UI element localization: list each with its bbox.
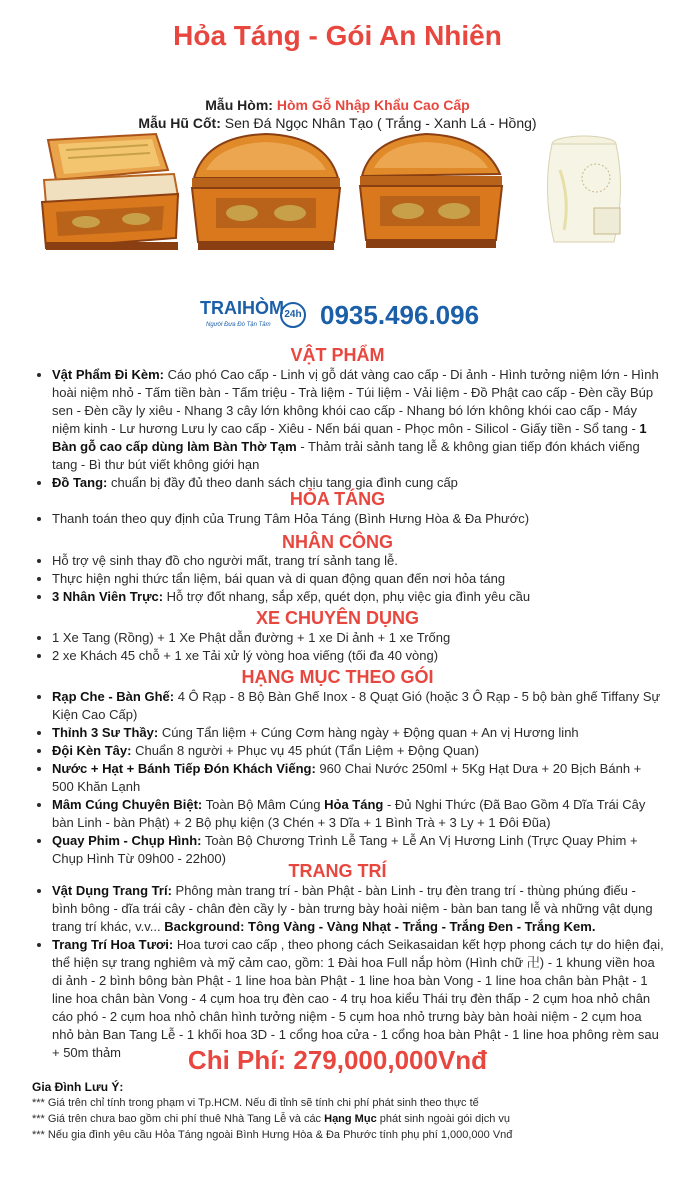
note-line: *** Nếu gia đình yêu cầu Hỏa Táng ngoài Bình Hưng Hòa & Đa Phước tính phụ phí 1,000,000 Vnđ — [32, 1129, 513, 1141]
hang-muc-list — [38, 688, 664, 868]
item-label: Nước + Hạt + Bánh Tiếp Đón Khách Viếng: — [52, 761, 316, 776]
hotline-banner — [196, 296, 486, 336]
note-line — [32, 1111, 652, 1127]
item-text: 1 Xe Tang (Rồng) + 1 Xe Phật dẫn đường + 1 xe Di ảnh + 1 xe Trống — [52, 630, 451, 645]
item-bold: Background: Tông Vàng - Vàng Nhạt - Trắng - Trắng Đen - Trắng Kem. — [164, 919, 596, 934]
notes-title: Gia Đình Lưu Ý: — [32, 1080, 124, 1094]
logo-badge: 24h — [280, 302, 306, 328]
closed-coffin-image — [356, 130, 506, 255]
item-text: 4 Ô Rạp - 8 Bộ Bàn Ghế Inox - 8 Quạt Gió (hoặc 3 Ô Rạp - 5 bộ bàn ghế Tiffany Sự Kiện Cao Cấp) — [52, 689, 661, 722]
price: Chi Phí: 279,000,000Vnđ — [187, 1045, 488, 1075]
section-heading: HẠNG MỤC THEO GÓI — [241, 667, 434, 687]
list-item — [52, 629, 664, 647]
list-item — [52, 882, 664, 936]
item-label: Vật Dụng Trang Trí: — [52, 883, 172, 898]
item-label: Quay Phim - Chụp Hình: — [52, 833, 202, 848]
item-text: Hỗ trợ đốt nhang, sắp xếp, quét dọn, phụ việc gia đình yêu cầu — [163, 589, 531, 604]
item-label: Trang Trí Hoa Tươi: — [52, 937, 174, 952]
item-text: Toàn Bộ Chương Trình Lễ Tang + Lễ An Vị Hương Linh (Trực Quay Phim + Chụp Hình Từ 09h00 - 22h00) — [52, 833, 638, 866]
xe-list — [38, 629, 664, 665]
list-item — [52, 552, 664, 570]
item-text: 2 xe Khách 45 chỗ + 1 xe Tải xử lý vòng hoa viếng (tối đa 40 vòng) — [52, 648, 439, 663]
note-text: *** Giá trên chưa bao gồm chi phí thuê Nhà Tang Lễ và các — [32, 1113, 325, 1125]
item-bold: 1 Bàn gỗ cao cấp dùng làm Bàn Thờ Tạm — [52, 421, 647, 454]
item-text: Phông màn trang trí - bàn Phật - bàn Linh - trụ đèn trang trí - thùng phúng điếu - bình bông - dĩa trái cây - chân đèn cầy ly - bàn trưng bày hoài niệm - bàn ban tang lễ và những vật dụng trang trí khác, v.v... — [52, 883, 653, 934]
open-coffin-image — [36, 130, 181, 255]
note-line: *** Giá trên chỉ tính trong phạm vi Tp.HCM. Nếu đi tỉnh sẽ tính chi phí phát sinh theo thực tế — [32, 1097, 479, 1109]
item-label: Đồ Tang: — [52, 475, 108, 490]
section-heading: NHÂN CÔNG — [282, 532, 393, 552]
hoa-tang-list — [38, 510, 664, 528]
list-item — [52, 647, 664, 665]
list-item — [52, 570, 664, 588]
section-heading: TRANG TRÍ — [288, 861, 387, 881]
coffin-spec — [0, 97, 675, 113]
urn-label: Mẫu Hũ Cốt: — [138, 115, 221, 131]
nhan-cong-list — [38, 552, 664, 606]
logo-slogan: Người Đưa Đò Tận Tâm — [206, 322, 271, 328]
page-title: Hỏa Táng - Gói An Nhiên — [173, 20, 502, 51]
vat-pham-list — [38, 366, 664, 492]
list-item — [52, 760, 664, 796]
trang-tri-list — [38, 882, 664, 1062]
list-item — [52, 724, 664, 742]
list-item — [52, 510, 664, 528]
item-label: Mâm Cúng Chuyên Biệt: — [52, 797, 203, 812]
item-text: Thanh toán theo quy định của Trung Tâm Hỏa Táng (Bình Hưng Hòa & Đa Phước) — [52, 511, 530, 526]
urn-image — [534, 130, 634, 255]
item-text: - Thảm trải sảnh tang lễ & không gian tiếp đón khách viếng tang - Bì thư bút viết không giới hạn — [52, 439, 640, 472]
section-heading: VẬT PHẨM — [290, 345, 385, 365]
note-bold: Hạng Mục — [324, 1113, 377, 1125]
coffin-value: Hòm Gỗ Nhập Khẩu Cao Cấp — [276, 97, 470, 113]
list-item — [52, 796, 664, 832]
list-item — [52, 742, 664, 760]
item-text: 960 Chai Nước 250ml + 5Kg Hạt Dưa + 20 Bịch Bánh + 500 Khăn Lạnh — [52, 761, 642, 794]
item-text: Thực hiện nghi thức tẩn liệm, bái quan và di quan động quan đến nơi hỏa táng — [52, 571, 506, 586]
item-label: Rạp Che - Bàn Ghế: — [52, 689, 175, 704]
note-text: phát sinh ngoài gói dịch vụ — [376, 1113, 511, 1125]
product-photos — [36, 130, 646, 260]
item-label: Thỉnh 3 Sư Thầy: — [52, 725, 159, 740]
item-label: Đội Kèn Tây: — [52, 743, 132, 758]
item-text: - Đủ Nghi Thức (Đã Bao Gồm 4 Dĩa Trái Cây bàn Linh - bàn Phật) + 2 Bộ phụ kiện (3 Chén + 3 Dĩa + 1 Bình Trà + 3 Ly + 1 Đôi Đũa) — [52, 797, 646, 830]
item-text: Hỗ trợ vệ sinh thay đồ cho người mất, trang trí sảnh tang lễ. — [52, 553, 398, 568]
item-bold: Hỏa Táng — [324, 797, 384, 812]
item-text: chuẩn bị đầy đủ theo danh sách chịu tang gia đình cung cấp — [107, 475, 458, 490]
closed-coffin-image — [186, 130, 346, 255]
item-text: Toàn Bộ Mâm Cúng — [202, 797, 325, 812]
brand-logo — [196, 296, 311, 336]
logo-text: TRAIHÒM — [200, 298, 284, 318]
hotline-phone[interactable]: 0935.496.096 — [320, 300, 480, 330]
list-item — [52, 588, 664, 606]
list-item — [52, 688, 664, 724]
list-item — [52, 366, 664, 474]
coffin-label: Mẫu Hòm: — [205, 97, 273, 113]
urn-value: Sen Đá Ngọc Nhân Tạo ( Trắng - Xanh Lá - Hồng) — [224, 115, 537, 131]
section-heading: XE CHUYÊN DỤNG — [255, 608, 420, 628]
item-label: Vật Phẩm Đi Kèm: — [52, 367, 164, 382]
section-heading: HỎA TÁNG — [289, 489, 386, 509]
list-item — [52, 936, 664, 1062]
item-text: Hoa tươi cao cấp , theo phong cách Seikasaidan kết hợp phong cách tự do hiện đại, thể hiện sự trang nghiêm và mỹ cảm cao, gồm: 1 Đài hoa Full nắp hòm (Hình chữ 卍) - 1 khung viền hoa di ảnh - 2 bình bông bàn Phật - 1 line hoa bàn Phật - 1 line hoa bàn Vong - 1 line hoa chân bàn Phật - 1 line hoa chân bàn Vong - 4 cụm hoa trụ đèn cao - 4 trụ hoa kiểu Thái trụ đèn thấp - 2 cụm hoa nhỏ chân cáo phó - 2 cụm hoa nhỏ chân hình tưởng niệm - 5 cụm hoa nhỏ trưng bày bàn hoài niệm - 2 cụm hoa nhỏ bàn Ban Tang Lễ - 1 khối hoa 3D - 1 cổng hoa cửa - 1 cổng hoa bàn Phật - 1 line hoa phông rèm sau + 50m thảm — [52, 937, 664, 1060]
notes — [32, 1095, 652, 1143]
urn-spec — [0, 115, 675, 131]
item-label: 3 Nhân Viên Trực: — [52, 589, 164, 604]
item-text: Cáo phó Cao cấp - Linh vị gỗ dát vàng cao cấp - Di ảnh - Hình tưởng niệm lớn - Hình hoài niệm nhỏ - Tấm tiền bàn - Tấm triệu - Trà liệm - Túi liệm - Vải liệm - Đồ Phật cao cấp - Đèn cầy Búp sen - Đèn cầy ly xiêu - Nhang 3 cây lớn không khói cao cấp - Nhang bó lớn không khói cao cấp - Máy niệm kinh - Lư hương Lưu ly cao cấp - Xiêu - Nến bái quan - Phọc môn - Silicol - Giấy tiền - Sổ tang - — [52, 367, 659, 436]
item-text: Chuẩn 8 người + Phục vụ 45 phút (Tẩn Liệm + Động Quan) — [131, 743, 479, 758]
item-text: Cúng Tẩn liệm + Cúng Cơm hàng ngày + Động quan + An vị Hương linh — [158, 725, 579, 740]
